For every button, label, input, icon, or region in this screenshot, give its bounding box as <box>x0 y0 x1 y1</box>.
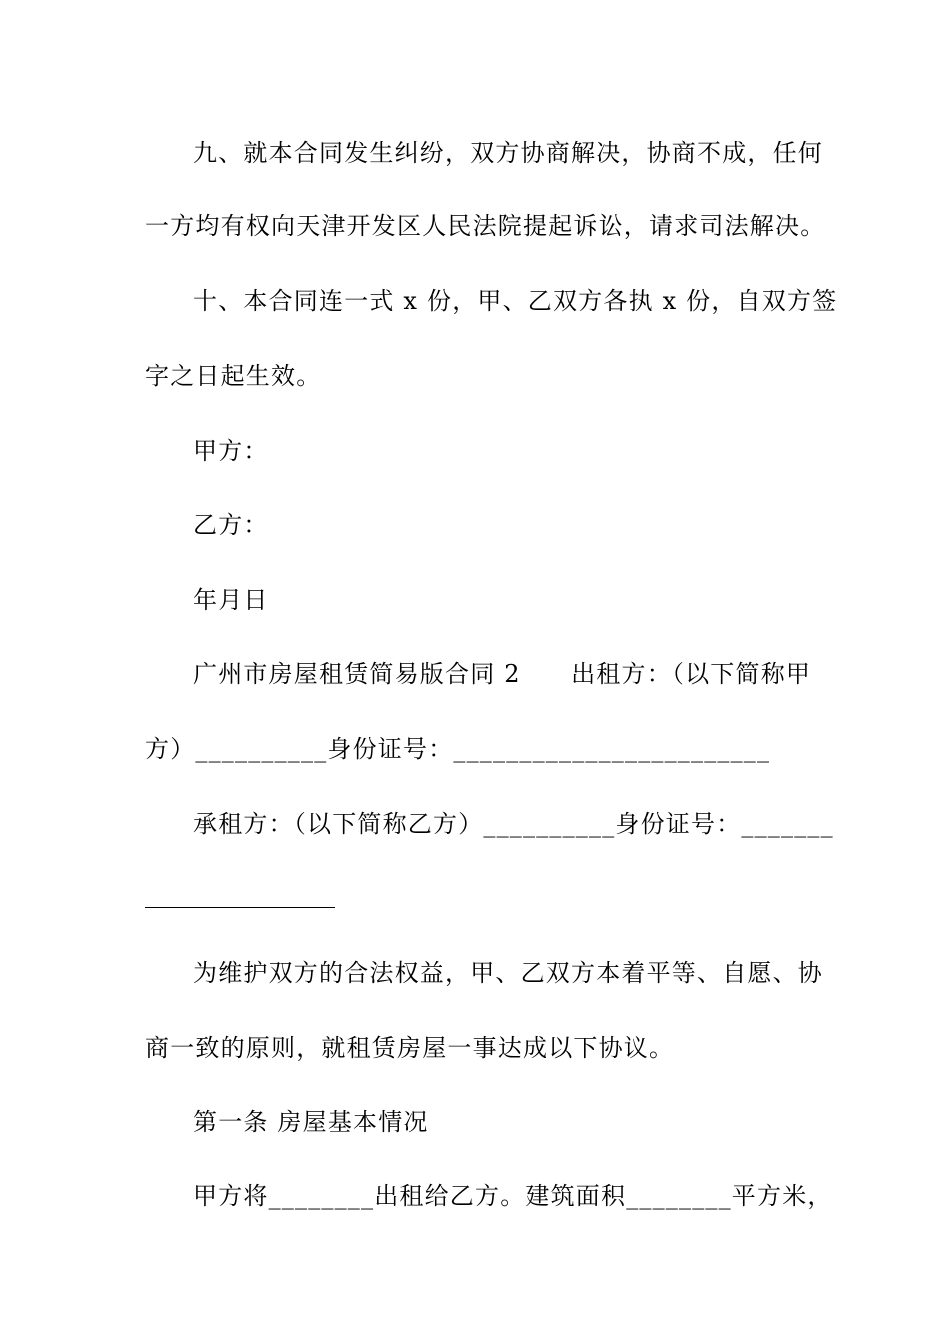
date-label: 年月日 <box>193 586 269 614</box>
lessor-id-line: 方）__________身份证号：________________________ <box>145 735 771 763</box>
clause-10-line-1: 十、本合同连一式 x 份，甲、乙双方各执 x 份，自双方签 <box>193 287 838 315</box>
article-1-line-1: 甲方将________出租给乙方。建筑面积________平方米， <box>193 1182 833 1210</box>
lessee-line: 承租方：（以下简称乙方）__________身份证号：_______ <box>193 810 834 838</box>
article-1-heading: 第一条 房屋基本情况 <box>193 1108 429 1136</box>
party-a-signature-label: 甲方： <box>193 437 269 465</box>
clause-9-line-2: 一方均有权向天津开发区人民法院提起诉讼，请求司法解决。 <box>145 212 826 240</box>
clause-10-line-2: 字之日起生效。 <box>145 362 322 390</box>
preamble-line-1: 为维护双方的合法权益，甲、乙双方本着平等、自愿、协 <box>193 959 823 987</box>
preamble-line-2: 商一致的原则，就租赁房屋一事达成以下协议。 <box>145 1034 675 1062</box>
contract-2-title-line: 广州市房屋租赁简易版合同 2 出租方：（以下简称甲 <box>193 660 812 688</box>
lessee-id-blank-line <box>145 907 335 908</box>
clause-9-line-1: 九、就本合同发生纠纷，双方协商解决，协商不成，任何 <box>193 139 823 167</box>
party-b-signature-label: 乙方： <box>193 511 269 539</box>
